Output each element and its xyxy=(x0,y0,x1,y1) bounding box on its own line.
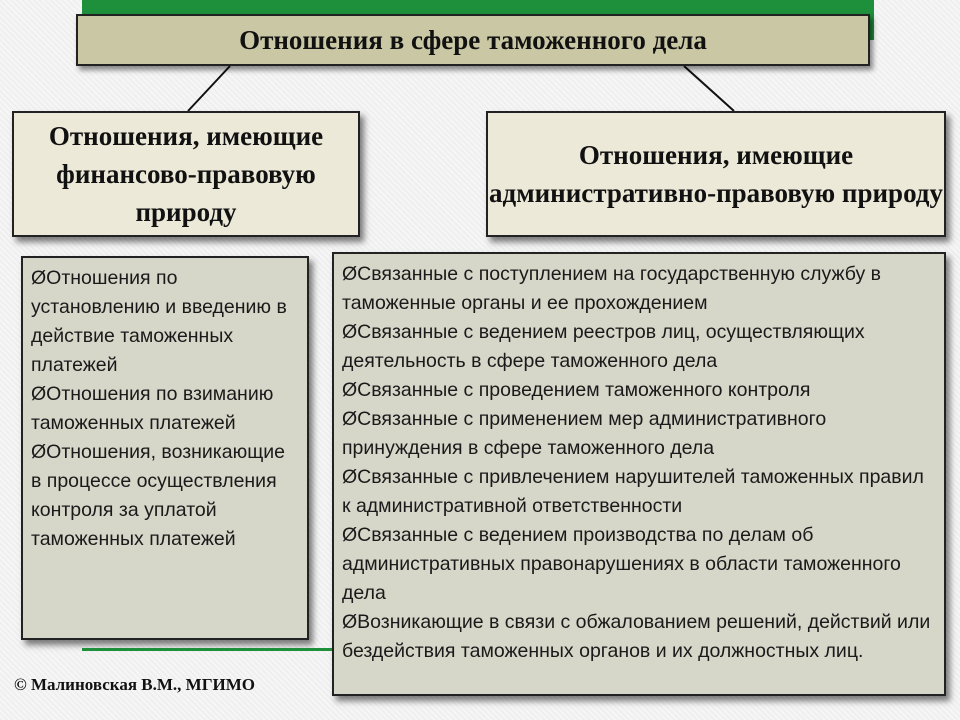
left-heading-text: Отношения, имеющие финансово-правовую природу xyxy=(48,121,324,227)
arrow-bullet-icon: Ø xyxy=(342,263,358,285)
arrow-bullet-icon: Ø xyxy=(342,466,358,488)
list-item: ØОтношения по установлению и введению в действие таможенных платежей xyxy=(31,267,287,376)
list-item: ØСвязанные с привлечением нарушителей таможенных правил к административной ответственности xyxy=(342,466,924,517)
left-category-heading xyxy=(12,111,360,237)
list-item: ØСвязанные с проведением таможенного контроля xyxy=(342,379,811,401)
list-item: ØСвязанные с ведением реестров лиц, осуществляющих деятельность в сфере таможенного дела xyxy=(342,321,865,372)
arrow-bullet-icon: Ø xyxy=(342,408,358,430)
list-item: ØСвязанные с применением мер административного принуждения в сфере таможенного дела xyxy=(342,408,827,459)
arrow-bullet-icon: Ø xyxy=(31,267,47,289)
arrow-bullet-icon: Ø xyxy=(342,524,358,546)
list-item: ØОтношения, возникающие в процессе осуществления контроля за уплатой таможенных платежей xyxy=(31,441,286,550)
diagram-title xyxy=(76,14,870,66)
right-items-list xyxy=(332,252,946,696)
list-item: ØСвязанные с ведением производства по делам об административных правонарушениях в области таможенного дела xyxy=(342,524,901,604)
right-category-heading xyxy=(486,111,946,237)
list-item: ØВозникающие в связи с обжалованием решений, действий или бездействия таможенных органов и их должностных лиц. xyxy=(342,611,931,662)
arrow-bullet-icon: Ø xyxy=(342,379,358,401)
connector-left xyxy=(188,66,230,111)
right-heading-text: Отношения, имеющие административно-правовую природу xyxy=(489,140,943,208)
arrow-bullet-icon: Ø xyxy=(342,611,358,633)
footer-accent-line xyxy=(82,648,332,651)
list-item: ØСвязанные с поступлением на государственную службу в таможенные органы и ее прохождением xyxy=(342,263,881,314)
arrow-bullet-icon: Ø xyxy=(31,441,47,463)
list-item: ØОтношения по взиманию таможенных платежей xyxy=(31,383,274,434)
left-items-list xyxy=(21,256,309,640)
arrow-bullet-icon: Ø xyxy=(31,383,47,405)
connector-right xyxy=(684,66,734,111)
arrow-bullet-icon: Ø xyxy=(342,321,358,343)
author-credit: © Малиновская В.М., МГИМО xyxy=(14,675,256,694)
diagram-title-text: Отношения в сфере таможенного дела xyxy=(239,24,707,55)
